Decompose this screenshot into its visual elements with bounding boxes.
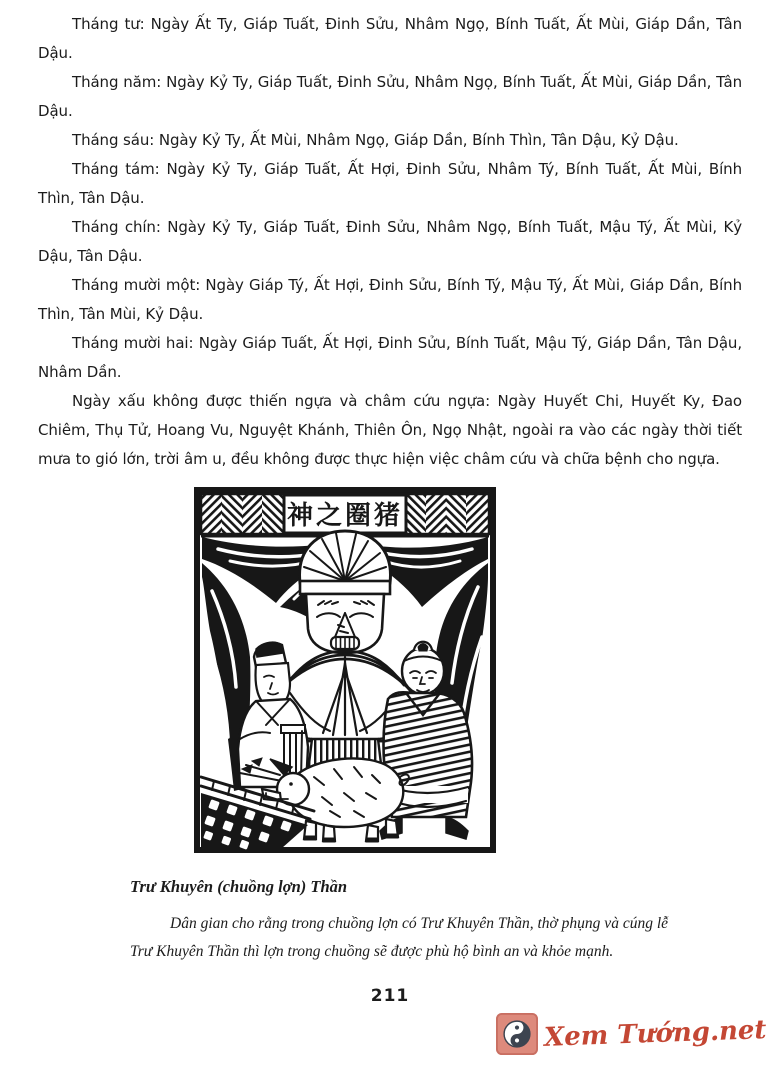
page-text: [0, 0, 776, 474]
paragraph-thang-muoi-mot: Tháng mười một: Ngày Giáp Tý, Ất Hợi, Đinh Sửu, Bính Tý, Mậu Tý, Ất Mùi, Giáp Dần, Bính Thìn, Tân Mùi, Kỷ Dậu.: [38, 276, 742, 323]
caption-body: Dân gian cho rằng trong chuồng lợn có Trư Khuyên Thần, thờ phụng và cúng lễ Trư Khuyên Thần thì lợn trong chuồng sẽ được phù hộ bình an và khỏe mạnh.: [130, 915, 669, 960]
watermark-logo[interactable]: [496, 1013, 766, 1055]
banner-text: 神之圈猪: [286, 501, 404, 531]
paragraph-thang-muoi-hai: Tháng mười hai: Ngày Giáp Tuất, Ất Hợi, Đinh Sửu, Bính Tuất, Mậu Tý, Giáp Dần, Tân Dậu, Nhâm Dần.: [38, 334, 742, 381]
caption-title: Trư Khuyên (chuồng lợn) Thần: [130, 877, 348, 896]
page-number: 211: [370, 986, 410, 1006]
paragraph-thang-nam: Tháng năm: Ngày Kỷ Ty, Giáp Tuất, Đinh Sửu, Nhâm Ngọ, Bính Tuất, Ất Mùi, Giáp Dần, Tân Dậu.: [38, 73, 742, 120]
figure-caption: [130, 877, 776, 966]
paragraph-thang-tam: Tháng tám: Ngày Kỷ Ty, Giáp Tuất, Ất Hợi, Đinh Sửu, Nhâm Tý, Bính Tuất, Ất Mùi, Bính Thìn, Tân Dậu.: [38, 160, 742, 207]
pig-pen-god-woodcut: [194, 487, 496, 853]
yin-yang-icon: [496, 1013, 538, 1055]
banner-title: [284, 495, 406, 533]
paragraph-ngay-xau: Ngày xấu không được thiến ngựa và châm cứu ngựa: Ngày Huyết Chi, Huyết Ky, Đao Chiêm, Thụ Tử, Hoang Vu, Nguyệt Khánh, Thiên Ôn, Ngọ Nhật, ngoài ra vào các ngày thời tiết mưa to gió lớn, trời âm u, đều không được thực hiện việc châm cứu và chữa bệnh cho ngựa.: [38, 392, 742, 468]
watermark-text: Xem Tướng.net: [543, 1015, 767, 1053]
paragraph-thang-tu: Tháng tư: Ngày Ất Ty, Giáp Tuất, Đinh Sửu, Nhâm Ngọ, Bính Tuất, Ất Mùi, Giáp Dần, Tân Dậu.: [38, 15, 742, 62]
woodcut-illustration: [194, 487, 496, 853]
paragraph-thang-sau: Tháng sáu: Ngày Kỷ Ty, Ất Mùi, Nhâm Ngọ, Giáp Dần, Bính Thìn, Tân Dậu, Kỷ Dậu.: [72, 131, 679, 149]
paragraph-thang-chin: Tháng chín: Ngày Kỷ Ty, Giáp Tuất, Đinh Sửu, Nhâm Ngọ, Bính Tuất, Mậu Tý, Ất Mùi, Kỷ Dậu, Tân Dậu.: [38, 218, 742, 265]
